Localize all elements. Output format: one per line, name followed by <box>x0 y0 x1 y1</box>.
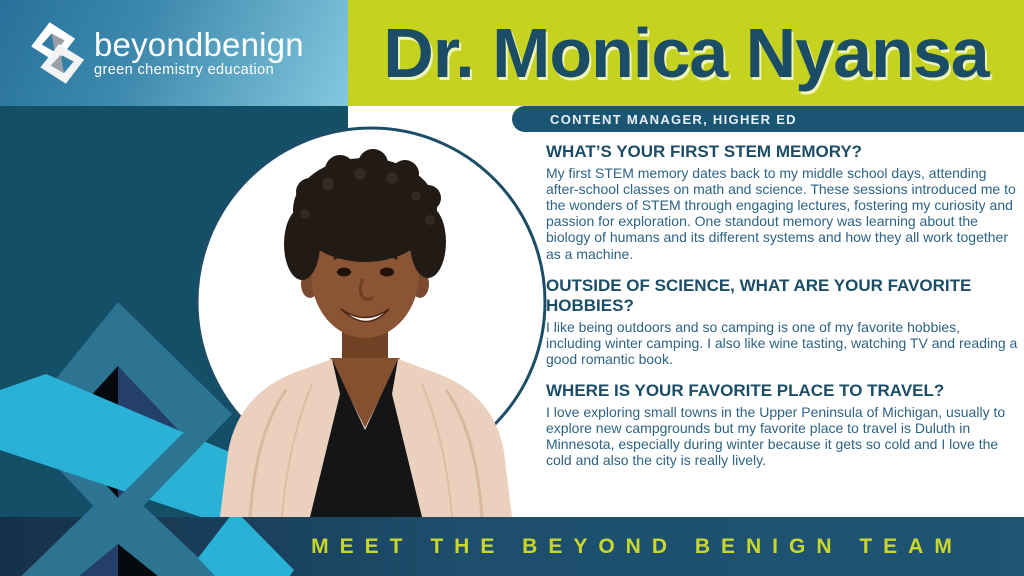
question-heading: WHERE IS YOUR FAVORITE PLACE TO TRAVEL? <box>546 380 945 400</box>
answer-text: My first STEM memory dates back to my middle school days, attending after-school classes on math and science. These sessions introduced me to the wonders of STEM through engaging lectures, fostering my curiosity and passion for exploration. One standout memory was learning about the biology of humans and its different systems and how they all work together as a machine. <box>546 165 1016 262</box>
qa-column <box>546 142 1018 482</box>
decorative-logo-overlap-icon <box>0 517 360 576</box>
footer-banner-text: MEET THE BEYOND BENIGN TEAM <box>311 534 963 558</box>
page-title: Dr. Monica Nyansa <box>383 14 989 92</box>
qa-section-hobbies <box>546 276 1018 367</box>
brand-tagline: green chemistry education <box>94 62 275 79</box>
role-badge-label: CONTENT MANAGER, HIGHER ED <box>550 111 797 127</box>
question-heading: WHAT’S YOUR FIRST STEM MEMORY? <box>546 142 863 161</box>
answer-text: I love exploring small towns in the Upper Peninsula of Michigan, usually to explore new campgrounds but my favorite place to travel is Duluth in Minnesota, especially during winter because it gets so cold and I love the cold and also the city is really lively. <box>546 404 1006 469</box>
brand-header <box>0 0 348 106</box>
qa-section-travel <box>546 381 1018 468</box>
brand-lockup <box>94 28 304 78</box>
qa-section-stem-memory <box>546 142 1018 262</box>
brand-wordmark: beyondbenign <box>94 26 304 64</box>
role-badge <box>512 106 1024 132</box>
infinity-logo-icon <box>26 20 84 86</box>
name-header <box>348 0 1024 106</box>
question-heading: OUTSIDE OF SCIENCE, WHAT ARE YOUR FAVORITE HOBBIES? <box>546 275 972 315</box>
portrait-photo <box>190 122 550 517</box>
answer-text: I like being outdoors and so camping is one of my favorite hobbies, including winter camping. I also like wine tasting, watching TV and reading a good romantic book. <box>546 318 1018 367</box>
